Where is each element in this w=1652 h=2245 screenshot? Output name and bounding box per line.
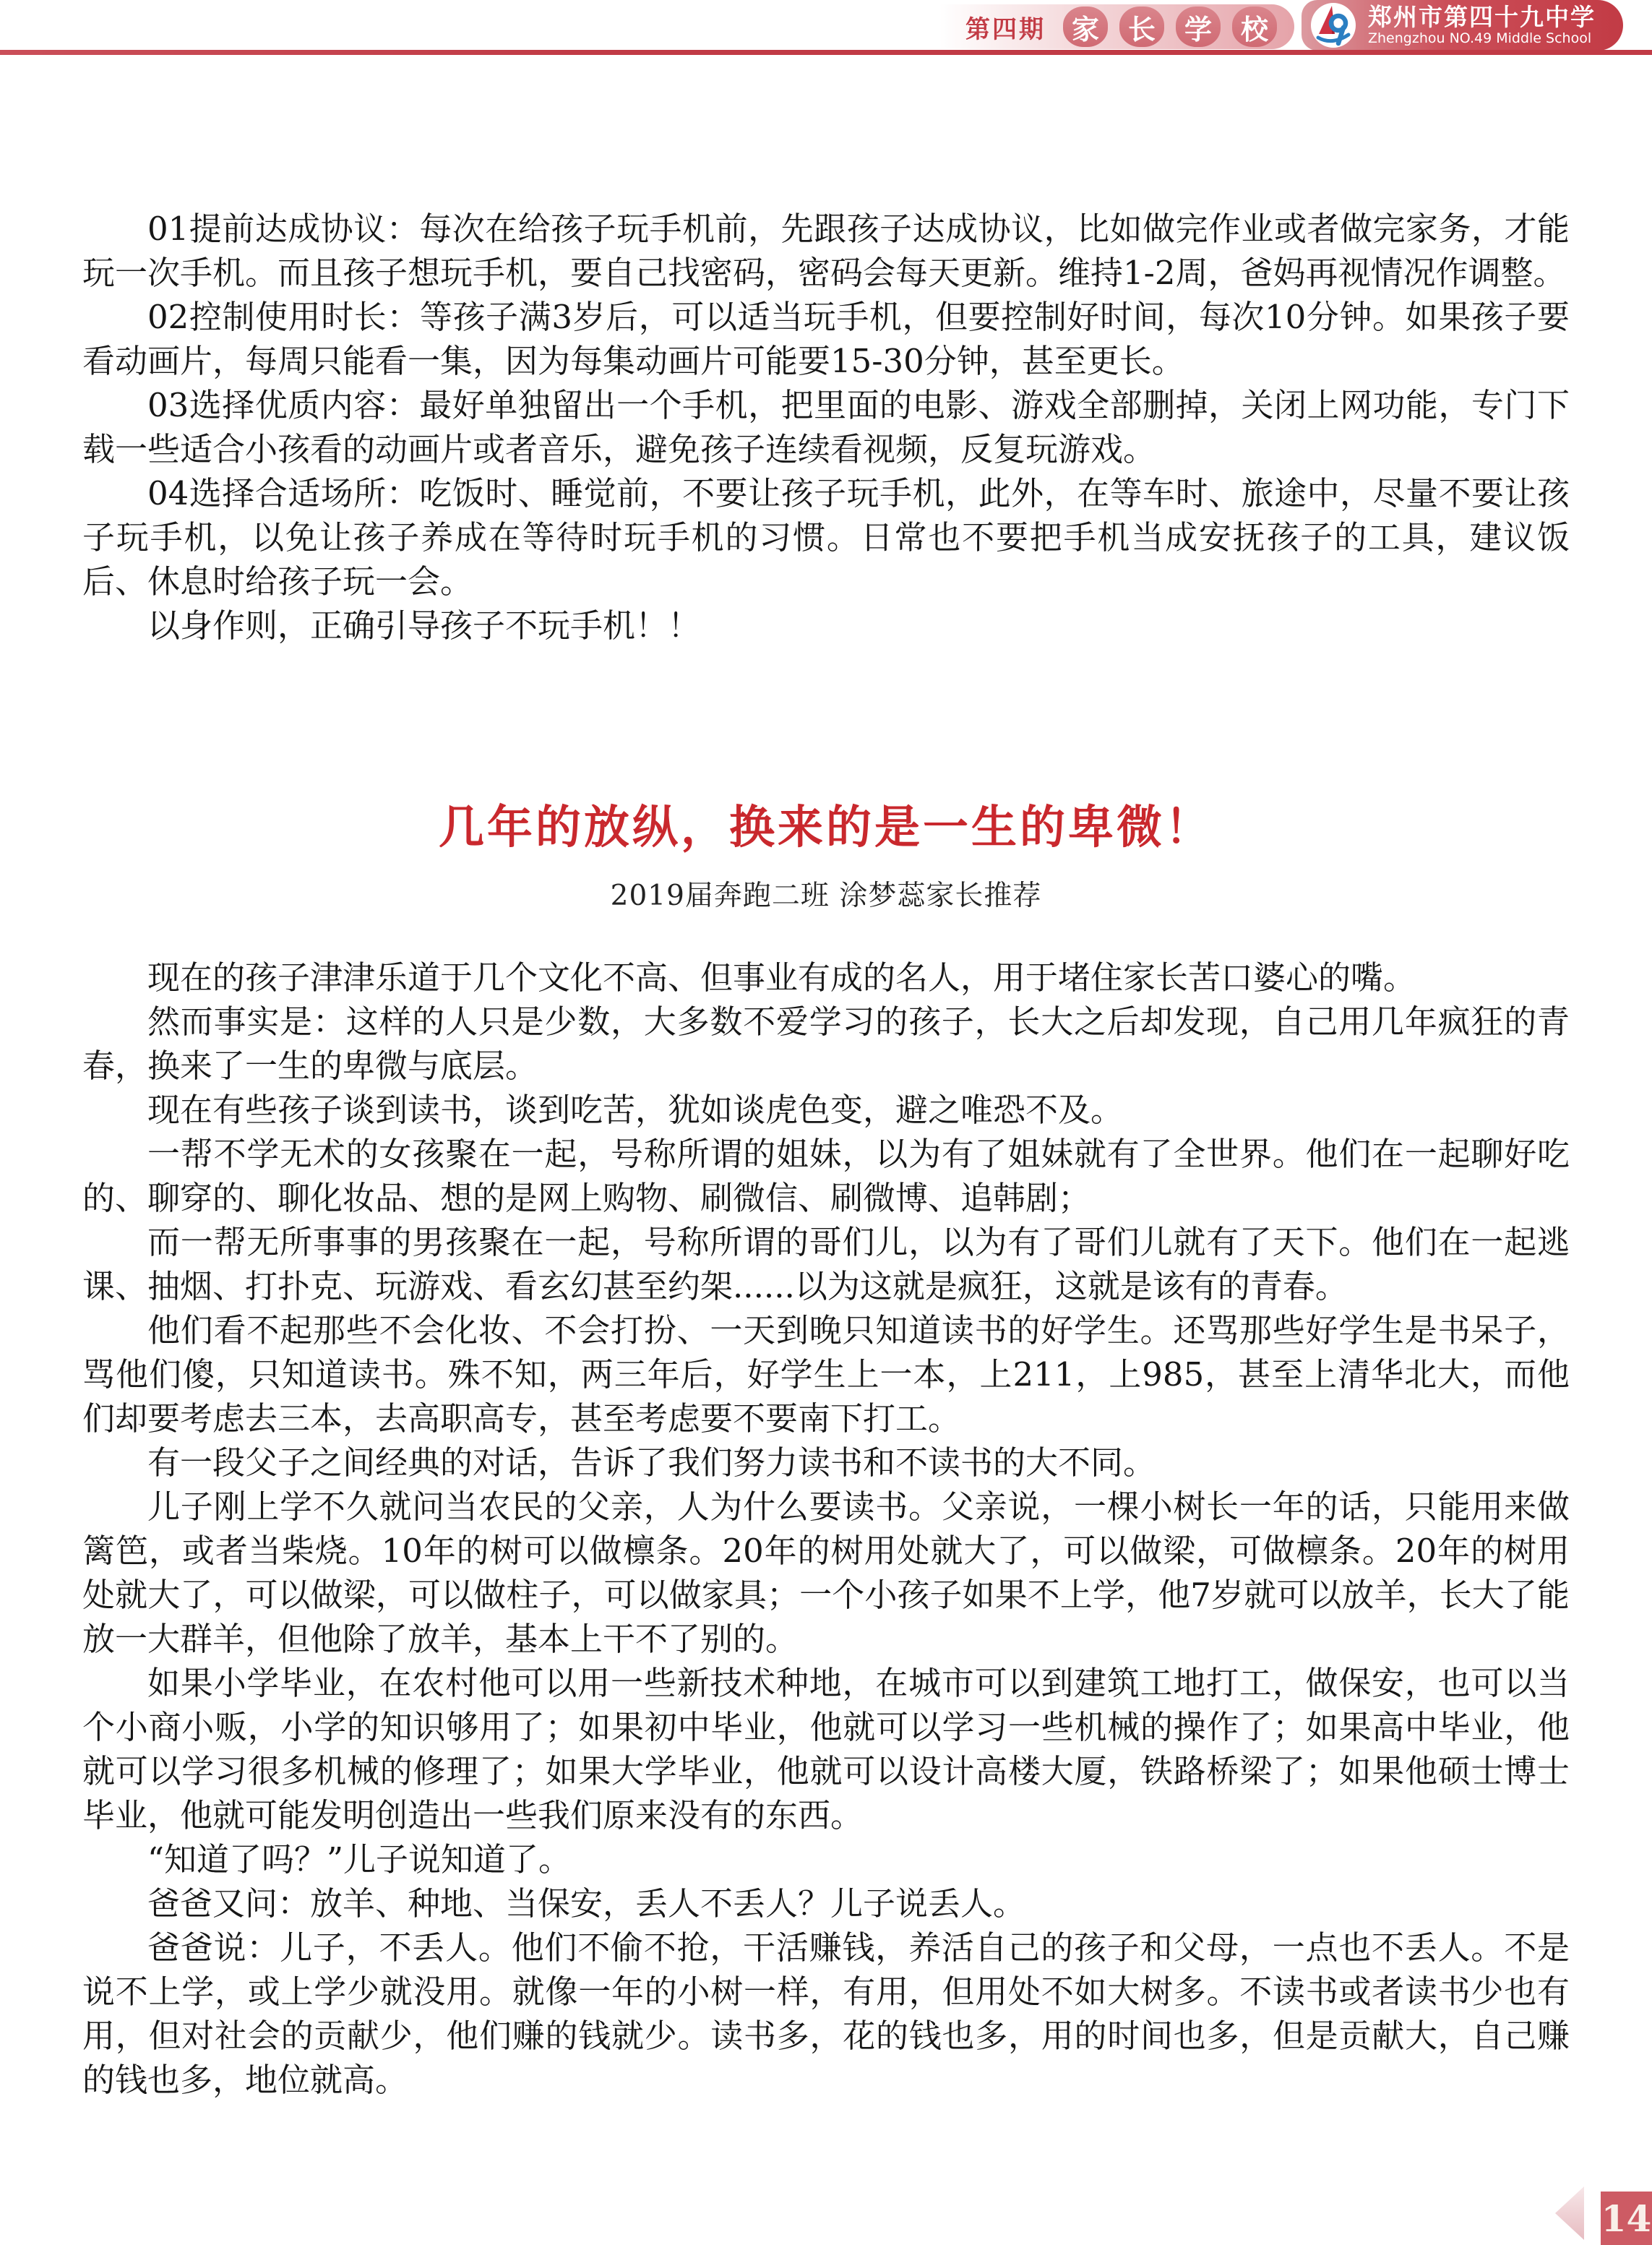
school-logo-icon <box>1310 2 1356 48</box>
badge-zhang: 长 <box>1119 7 1164 47</box>
badge-jia: 家 <box>1063 7 1108 47</box>
issue-label: 第四期 <box>965 14 1046 44</box>
paragraph: “知道了吗？”儿子说知道了。 <box>147 1840 572 1879</box>
paragraph: 儿子刚上学不久就问当农民的父亲，人为什么要读书。父亲说，一棵小树长一年的话，只能用来做篱笆，或者当柴烧。10年的树可以做檩条。20年的树用处就大了，可以做梁，可做檩条。20年的树用处就大了，可以做梁，可以做柱子，可以做家具；一个小孩子如果不上学，他7岁就可以放羊，长大了能放一大群羊，但他除了放羊，基本上干不了别的。 <box>82 1488 1570 1659</box>
article-phone-rules <box>82 207 1570 648</box>
badge-xue: 学 <box>1176 7 1221 47</box>
paragraph: 然而事实是：这样的人只是少数，大多数不爱学习的孩子，长大之后却发现，自己用几年疯狂的青春，换来了一生的卑微与底层。 <box>82 1003 1570 1086</box>
paragraph: 一帮不学无术的女孩聚在一起，号称所谓的姐妹，以为有了姐妹就有了全世界。他们在一起聊好吃的、聊穿的、聊化妆品、想的是网上购物、刷微信、刷微博、追韩剧； <box>82 1135 1570 1218</box>
page-number: 14 <box>1601 2197 1652 2240</box>
paragraph: 他们看不起那些不会化妆、不会打扮、一天到晚只知道读书的好学生。还骂那些好学生是书呆子，骂他们傻，只知道读书。殊不知，两三年后，好学生上一本，上211，上985，甚至上清华北大，而他们却要考虑去三本，去高职高专，甚至考虑要不要南下打工。 <box>82 1311 1570 1438</box>
school-name-cn: 郑州市第四十九中学 <box>1368 2 1596 31</box>
badge-xiao: 校 <box>1232 7 1277 47</box>
school-name-en: Zhengzhou NO.49 Middle School <box>1368 30 1592 46</box>
paragraph: 现在有些孩子谈到读书，谈到吃苦，犹如谈虎色变，避之唯恐不及。 <box>147 1091 1124 1130</box>
issue-badge-strip <box>939 4 1294 49</box>
paragraph: 如果小学毕业，在农村他可以用一些新技术种地，在城市可以到建筑工地打工，做保安，也可以当个小商小贩，小学的知识够用了；如果初中毕业，他就可以学习一些机械的操作了；如果高中毕业，他就可以学习很多机械的修理了；如果大学毕业，他就可以设计高楼大厦，铁路桥梁了；如果他硕士博士毕业，他就可能发明创造出一些我们原来没有的东西。 <box>82 1664 1570 1835</box>
paragraph: 现在的孩子津津乐道于几个文化不高、但事业有成的名人，用于堵住家长苦口婆心的嘴。 <box>147 958 1416 997</box>
paragraph: 03选择优质内容：最好单独留出一个手机，把里面的电影、游戏全部删掉，关闭上网功能，专门下载一些适合小孩看的动画片或者音乐，避免孩子连续看视频，反复玩游戏。 <box>82 386 1570 468</box>
paragraph: 以身作则，正确引导孩子不玩手机！！ <box>147 606 701 645</box>
article-body <box>82 956 1570 2102</box>
header-cluster <box>939 0 1623 51</box>
article-byline: 2019届奔跑二班 涂梦蕊家长推荐 <box>610 880 1042 913</box>
corner-triangle-icon <box>1555 2186 1584 2240</box>
school-names <box>1368 4 1596 47</box>
header-rule <box>0 50 1652 55</box>
page-number-badge <box>1601 2192 1652 2245</box>
article-indulgence <box>82 801 1570 2102</box>
paragraph: 04选择合适场所：吃饭时、睡觉前，不要让孩子玩手机，此外，在等车时、旅途中，尽量不要让孩子玩手机，以免让孩子养成在等待时玩手机的习惯。日常也不要把手机当成安抚孩子的工具，建议饭后、休息时给孩子玩一会。 <box>82 474 1570 601</box>
paragraph: 02控制使用时长：等孩子满3岁后，可以适当玩手机，但要控制好时间，每次10分钟。如果孩子要看动画片，每周只能看一集，因为每集动画片可能要15-30分钟，甚至更长。 <box>82 298 1570 380</box>
paragraph: 爸爸说：儿子，不丢人。他们不偷不抢，干活赚钱，养活自己的孩子和父母，一点也不丢人。不是说不上学，或上学少就没用。就像一年的小树一样，有用，但用处不如大树多。不读书或者读书少也有用，但对社会的贡献少，他们赚的钱就少。读书多，花的钱也多，用的时间也多，但是贡献大，自己赚的钱也多，地位就高。 <box>82 1928 1570 2100</box>
paragraph: 有一段父子之间经典的对话，告诉了我们努力读书和不读书的大不同。 <box>147 1443 1156 1482</box>
school-banner <box>1302 0 1623 51</box>
paragraph: 爸爸又问：放羊、种地、当保安，丢人不丢人？儿子说丢人。 <box>147 1884 1026 1923</box>
paragraph: 01提前达成协议：每次在给孩子玩手机前，先跟孩子达成协议，比如做完作业或者做完家务，才能玩一次手机。而且孩子想玩手机，要自己找密码，密码会每天更新。维持1-2周，爸妈再视情况作调整。 <box>82 210 1570 292</box>
article-title: 几年的放纵，换来的是一生的卑微！ <box>439 800 1213 854</box>
paragraph: 而一帮无所事事的男孩聚在一起，号称所谓的哥们儿，以为有了哥们儿就有了天下。他们在一起逃课、抽烟、打扑克、玩游戏、看玄幻甚至约架......以为这就是疯狂，这就是该有的青春。 <box>82 1223 1570 1306</box>
